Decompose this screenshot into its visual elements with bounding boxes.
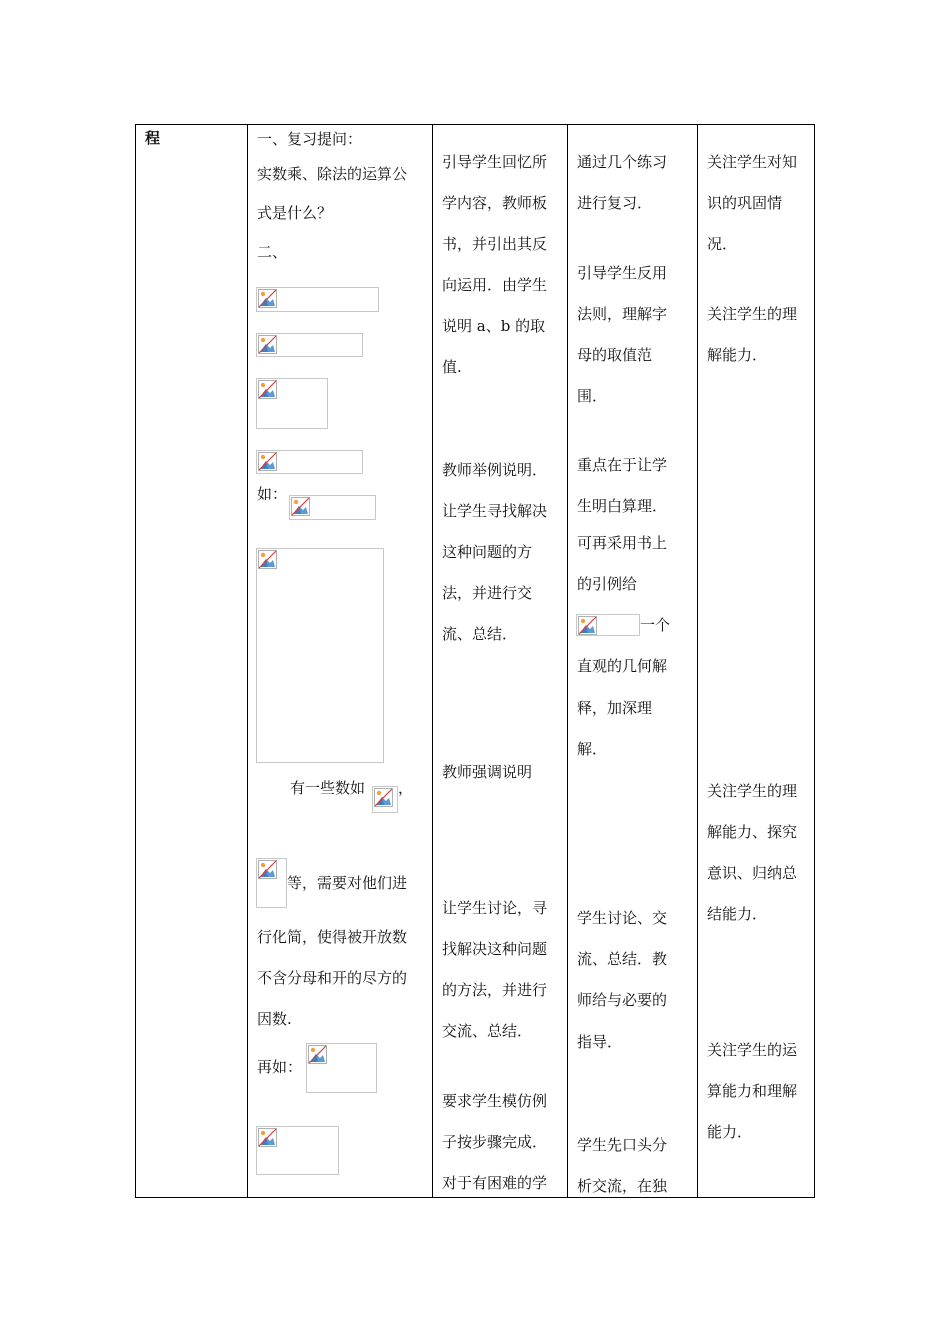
design-intent-line: 母的取值范: [577, 346, 653, 364]
broken-image-icon: [258, 860, 277, 879]
teacher-activity-line: 向运用．由学生: [442, 276, 548, 294]
teacher-activity-line: 让学生寻找解决: [442, 502, 548, 520]
assessment-line: 解能力、探究: [707, 823, 798, 841]
design-intent-line: 引导学生反用: [577, 264, 668, 282]
broken-image-icon: [258, 289, 277, 308]
broken-image-icon: [308, 1045, 327, 1064]
teacher-activity-line: 的方法，并进行: [442, 981, 548, 999]
teacher-activity-line: 让学生讨论，寻: [442, 899, 548, 917]
broken-image-icon: [291, 497, 310, 516]
formula-image: [576, 614, 640, 636]
assessment-line: 关注学生的理: [707, 305, 798, 323]
broken-image-icon: [258, 452, 277, 471]
note-line2: 等，需要对他们进: [287, 874, 408, 892]
teacher-activity-line: 教师强调说明: [442, 763, 533, 781]
example-label: 如：: [257, 485, 288, 503]
design-intent-line: 析交流，在独: [577, 1177, 668, 1195]
assessment-line: 结能力．: [707, 905, 768, 923]
broken-image-icon: [258, 550, 277, 569]
broken-image-icon: [374, 788, 393, 807]
design-intent-line: 师给与必要的: [577, 991, 668, 1009]
lesson-plan-table: [135, 124, 815, 1198]
teacher-activity-line: 引导学生回忆所: [442, 153, 548, 171]
formula-image: [256, 450, 363, 474]
design-intent-line: 的引例给: [577, 575, 638, 593]
design-intent-line: 解．: [577, 740, 608, 758]
teacher-activity-line: 要求学生模仿例: [442, 1092, 548, 1110]
stage-label: 程: [145, 129, 161, 147]
formula-image: [256, 287, 379, 312]
formula-image: [256, 1126, 339, 1175]
assessment-line: 解能力．: [707, 346, 768, 364]
broken-image-icon: [578, 616, 597, 635]
assessment-line: 关注学生对知: [707, 153, 798, 171]
teacher-activity-line: 值.: [442, 358, 462, 376]
teacher-activity-line: 对于有困难的学: [442, 1174, 548, 1192]
again-label: 再如：: [257, 1058, 303, 1076]
design-intent-inline: 一个: [640, 616, 671, 634]
teacher-activity-line: 书，并引出其反: [442, 235, 548, 253]
note-line4: 不含分母和开的尽方的: [257, 969, 408, 987]
broken-image-icon: [258, 380, 277, 399]
design-intent-line: 生明白算理．: [577, 497, 668, 515]
assessment-line: 况．: [707, 235, 738, 253]
teacher-activity-line: 子按步骤完成．: [442, 1133, 548, 1151]
design-intent-line: 释，加深理: [577, 699, 653, 717]
formula-image: [306, 1043, 377, 1093]
formula-image: [256, 858, 287, 908]
formula-image: [256, 378, 328, 429]
note-line5: 因数.: [257, 1010, 292, 1028]
assessment-line: 能力．: [707, 1123, 753, 1141]
design-intent-line: 法则，理解字: [577, 305, 668, 323]
broken-image-icon: [258, 335, 277, 354]
note-line1: 有一些数如: [290, 779, 366, 797]
teacher-activity-line: 流、总结．: [442, 625, 518, 643]
column-divider: [432, 125, 433, 1197]
design-intent-line: 进行复习．: [577, 194, 653, 212]
review-heading: 一、复习提问：: [257, 130, 363, 148]
design-intent-line: 流、总结．教: [577, 950, 668, 968]
assessment-line: 识的巩固情: [707, 194, 783, 212]
design-intent-line: 指导．: [577, 1033, 623, 1051]
teacher-activity-line: 教师举例说明．: [442, 461, 548, 479]
design-intent-line: 学生先口头分: [577, 1136, 668, 1154]
teacher-activity-line: 说明 a、b 的取: [442, 317, 546, 335]
design-intent-line: 学生讨论、交: [577, 909, 668, 927]
review-question-line2: 式是什么？: [257, 204, 333, 222]
assessment-line: 关注学生的理: [707, 782, 798, 800]
note-line3: 行化简，使得被开放数: [257, 928, 408, 946]
design-intent-line: 通过几个练习: [577, 153, 668, 171]
column-divider: [697, 125, 698, 1197]
assessment-line: 意识、归纳总: [707, 864, 798, 882]
teacher-activity-line: 交流、总结．: [442, 1022, 533, 1040]
design-intent-line: 可再采用书上: [577, 534, 668, 552]
column-divider: [567, 125, 568, 1197]
column-divider: [247, 125, 248, 1197]
note-comma: ，: [398, 779, 414, 797]
teacher-activity-line: 这种问题的方: [442, 543, 533, 561]
formula-image: [256, 333, 363, 357]
broken-image-icon: [258, 1128, 277, 1147]
formula-image: [372, 786, 398, 813]
assessment-line: 算能力和理解: [707, 1082, 798, 1100]
teacher-activity-line: 找解决这种问题: [442, 940, 548, 958]
design-intent-line: 直观的几何解: [577, 657, 668, 675]
design-intent-line: 重点在于让学: [577, 456, 668, 474]
review-question-line1: 实数乘、除法的运算公: [257, 165, 408, 183]
teacher-activity-line: 法，并进行交: [442, 584, 533, 602]
assessment-line: 关注学生的运: [707, 1041, 798, 1059]
design-intent-line: 围．: [577, 387, 608, 405]
teacher-activity-line: 学内容，教师板: [442, 194, 548, 212]
section-two-label: 二、: [257, 243, 288, 261]
formula-image: [289, 495, 376, 520]
formula-image: [256, 548, 384, 763]
